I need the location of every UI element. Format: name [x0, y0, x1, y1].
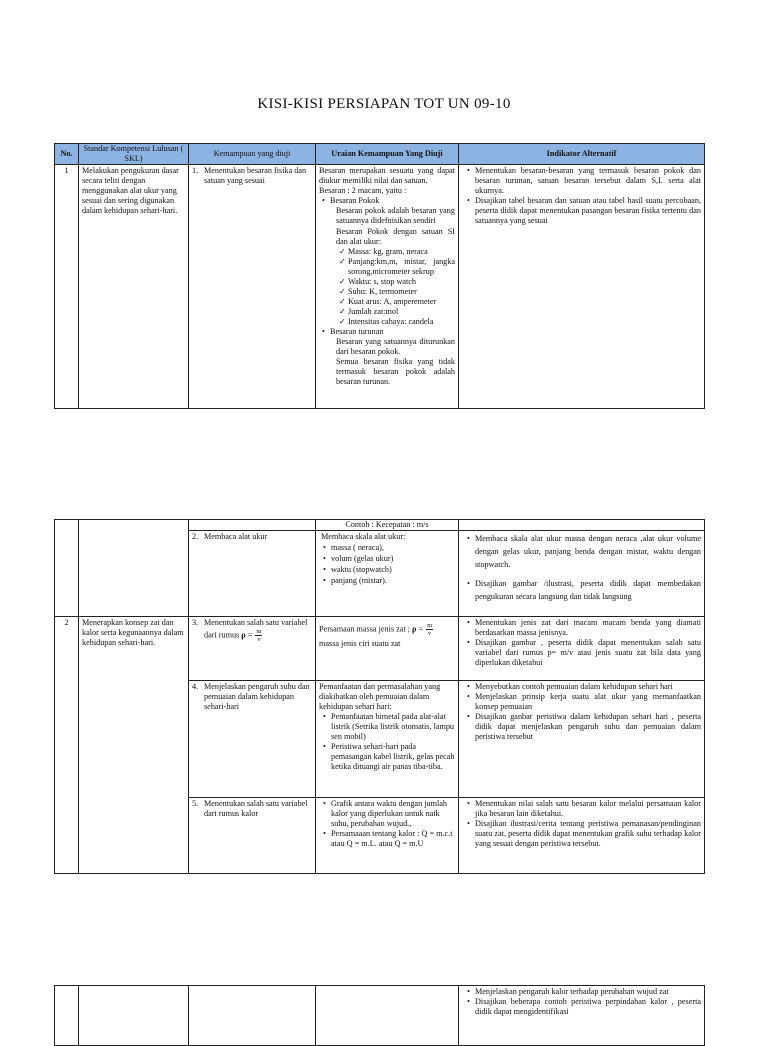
kemampuan-cell	[189, 520, 316, 531]
uraian-cell	[316, 617, 459, 681]
indikator-cell	[459, 520, 705, 531]
kemampuan-cell	[189, 617, 316, 681]
denominator: v	[428, 630, 432, 637]
list-item: • Pemanfaatan bimetal pada alat-alat listrik (Setrika listrik otomatis, lampu sen mobil)	[331, 712, 455, 742]
kemampuan-text: Membaca alat ukur	[204, 532, 268, 541]
check-item: ✓ Jumlah zat:mol	[348, 307, 455, 317]
kemampuan-cell	[189, 531, 316, 617]
list-item: • Grafik antara waktu dengan jumlah kalor yang diperlukan untuk naik suhu, perubahan wujud.,	[331, 799, 455, 829]
row-number: 2	[55, 617, 79, 874]
item-number: 1.	[192, 166, 199, 175]
header-skl: Standar Kompetensi Lulusan ( SKL)	[79, 144, 189, 165]
row-number	[55, 986, 79, 1046]
indikator-list	[462, 618, 701, 668]
denominator: v	[257, 636, 261, 643]
uraian-cell	[316, 798, 459, 874]
indikator-list	[462, 799, 701, 849]
table-header-row	[55, 144, 705, 165]
list-item: • Disajikan ganbar peristiwa dalam kehidupan sehari hari , peserta didik dapat menjelaskan pengaruh suhu dan pemuaian dalam peristiwa tersebut	[475, 712, 701, 742]
list-item: • Menentukan nilai salah satu besaran kalor melalui persamaan kalor jika besaran lain diketahui.	[475, 799, 701, 819]
numerator: m	[256, 628, 262, 635]
kisi-table-1	[54, 143, 705, 409]
table-row	[55, 986, 705, 1046]
indikator-cell	[459, 986, 705, 1046]
uraian-text: Besaran yang satuannya diturunkan dari besaran pokok.	[336, 337, 455, 356]
list-item: • Menjelaskan pengaruh kalor terhadap perubahan wujud zat	[475, 987, 701, 997]
check-item: ✓ Waktu: s, stop watch	[348, 277, 455, 287]
list-item: • volum (gelas ukur)	[331, 554, 455, 564]
rho-symbol: ρ	[241, 630, 246, 640]
kemampuan-text: Menentukan salah satu variabel dari rumus kalor	[204, 799, 308, 818]
list-item: • panjang (mistar).	[331, 576, 455, 586]
skl-cell: Melakukan pengukuran dasar secara teliti dengan menggunakan alat ukur yang sesuai dan sering digunakan dalam kehidupan sehari-hari.	[79, 165, 189, 409]
kemampuan-cell	[189, 165, 316, 409]
list-item: • waktu (stopwatch)	[331, 565, 455, 575]
list-item: • Menyebutkan contoh pemuaian dalam kehidupan sehari hari	[475, 682, 701, 692]
list-item: • Disajikan gambar /ilustrasi, peserta didik dapat membedakan pengukuran secara langsung dan tidak langsung	[475, 577, 701, 603]
uraian-text: Membaca skala alat ukur:	[321, 532, 406, 541]
row-number	[55, 520, 79, 617]
check-item: ✓ Panjang:km,m, mistar, jangka sorong,micrometer sekrup	[348, 257, 455, 277]
kemampuan-cell	[189, 986, 316, 1046]
skl-cell	[79, 520, 189, 617]
indikator-list	[462, 166, 701, 226]
row-number: 1	[55, 165, 79, 409]
item-number: 4.	[192, 682, 199, 691]
skl-cell: Menerapkan konsep zat dan kalor serta kegunaannya dalam kehidupan sehari-hari.	[79, 617, 189, 874]
indikator-cell	[459, 165, 705, 409]
list-item: • Peristiwa sehari-hari pada pemasangan kabel listrik, gelas pecah ketika dituangi air panas tiba-tiba.	[331, 742, 455, 772]
alat-ukur-list	[319, 543, 455, 586]
uraian-text: Persamaan massa jenis zat ;	[319, 624, 410, 634]
item-number: 2.	[192, 532, 199, 541]
uraian-text: Besaran pokok adalah besaran yang satuannya didefnisikan sendiri	[336, 206, 455, 225]
list-item: • Menentukan besaran-besaran yang termasuk besaran pokok dan besaran turunan, satuan besaran tersebut dalam S,I. serta alat ukurnya.	[475, 166, 701, 196]
kemampuan-text: Menentukan salah satu variabel dari rumus	[204, 618, 308, 640]
check-item: ✓ Kuat arus: A, amperemeter	[348, 297, 455, 307]
header-uraian: Uraian Kemampuan Yang Diuji	[316, 144, 459, 165]
table-row	[55, 520, 705, 531]
skl-cell	[79, 986, 189, 1046]
kalor-list	[319, 799, 455, 849]
table-row	[55, 165, 705, 409]
uraian-text: Pemanfaatan dan permasalahan yang diakibatkan oleh pemuaian dalam kehidupan sehari hari:	[319, 682, 441, 711]
indikator-cell	[459, 681, 705, 798]
uraian-text: Semua besaran fisika yang tidak termasuk besaran pokok adalah besaran turunan.	[336, 357, 455, 386]
mass-volume-fraction	[255, 628, 262, 643]
rho-symbol: ρ	[412, 624, 417, 634]
header-no: No.	[55, 144, 79, 165]
check-item: ✓ Suhu: K, termometer	[348, 287, 455, 297]
check-item: ✓ Intensitas cahaya: candela	[348, 317, 455, 327]
kemampuan-cell	[189, 798, 316, 874]
mass-volume-fraction	[426, 622, 433, 637]
list-item: • Persamaaan tentang kalor : Q = m.c.t atau Q = m.L. atau Q = m.U	[331, 829, 455, 849]
list-item: • Menjelaskan prinsip kerja suatu alat ukur yang memanfaatkan konsep pemuaian	[475, 692, 701, 712]
besaran-list	[319, 196, 455, 206]
kemampuan-text: Menentukan besaran fisika dan satuan yang sesuai	[204, 166, 307, 185]
item-number: 3.	[192, 618, 199, 627]
numerator: m	[427, 622, 433, 629]
kemampuan-text	[204, 618, 312, 643]
uraian-text: Besaran : 2 macam, yaitu :	[319, 186, 407, 195]
page-title: KISI-KISI PERSIAPAN TOT UN 09-10	[257, 96, 511, 112]
header-kemampuan: Kemampuan yang diuji	[189, 144, 316, 165]
uraian-cell	[316, 986, 459, 1046]
satuan-checklist	[319, 247, 455, 327]
besaran-list	[319, 327, 455, 337]
header-indikator: Indikator Alternatif	[459, 144, 705, 165]
equals-sign: =	[418, 624, 424, 634]
indikator-cell	[459, 531, 705, 617]
indikator-list	[462, 987, 701, 1017]
indikator-cell	[459, 617, 705, 681]
item-number: 5.	[192, 799, 199, 808]
uraian-cell	[316, 681, 459, 798]
kisi-table-2	[54, 519, 705, 874]
kisi-table-3	[54, 985, 705, 1046]
indikator-list	[462, 682, 701, 742]
pemuaian-list	[319, 712, 455, 772]
uraian-cell	[316, 531, 459, 617]
uraian-text: Besaran merupakan sesuatu yang dapat diukur memiliki nilai dan satuan.	[319, 166, 455, 185]
besaran-pokok-label: Besaran Pokok	[330, 196, 380, 205]
list-item: • Disajikan tabel besaran dan satuan atau tabel hasil suatu percobaan, peserta didik dapat menentukan pasangan besaran fisika tertentu dan satuannya yang sesuai	[475, 196, 701, 226]
kemampuan-text: Menjelaskan pengaruh suhu dan pemuaian dalam kehidupan sehari-hari	[204, 682, 310, 711]
kemampuan-cell	[189, 681, 316, 798]
equals-sign: =	[247, 630, 253, 640]
indikator-cell	[459, 798, 705, 874]
uraian-text: massa jenis ciri suatu zat	[319, 639, 401, 648]
list-item	[330, 327, 455, 337]
uraian-cell	[316, 165, 459, 409]
uraian-text: Besaran Pokok dengan satuan SI dan alat ukur:	[336, 227, 455, 246]
list-item: • Menentukan jenis zat dari macam macam benda yang diamati berdasarkan massa jenisnya.	[475, 618, 701, 638]
list-item: • massa ( neraca),	[331, 543, 455, 553]
list-item: • Disajikan gambar , peserta didik dapat menentukan salah satu variabel dari rumus p= m/v atau jenis suatu zat bila data yang diperlukan diketahui	[475, 638, 701, 668]
list-item: • Disajikan ilustrasi/cerita tentang peristiwa pemanasan/pendinginan suatu zat, peserta didik dapat menentukan grafik suhu terhadap kalor yang sesuai dengan peristiwa tersebut.	[475, 819, 701, 849]
list-item: • Membaca skala alat ukur massa dengan neraca ,alat ukur volume dengan gelas ukur, panjang benda dengan mistar, waktu dengan stopwatch.	[475, 532, 701, 571]
table-row	[55, 617, 705, 681]
list-item	[330, 196, 455, 206]
besaran-turunan-label: Besaran turunan	[330, 327, 384, 336]
list-item: • Disajikan beberapa contoh peristiwa perpindahan kalor , peserta didik dapat mengidentifikasi	[475, 997, 701, 1017]
indikator-list	[462, 532, 701, 603]
contoh-cell: Contoh : Kecepatan : m/s	[316, 520, 459, 531]
check-item: ✓ Massa: kg, gram, neraca	[348, 247, 455, 257]
